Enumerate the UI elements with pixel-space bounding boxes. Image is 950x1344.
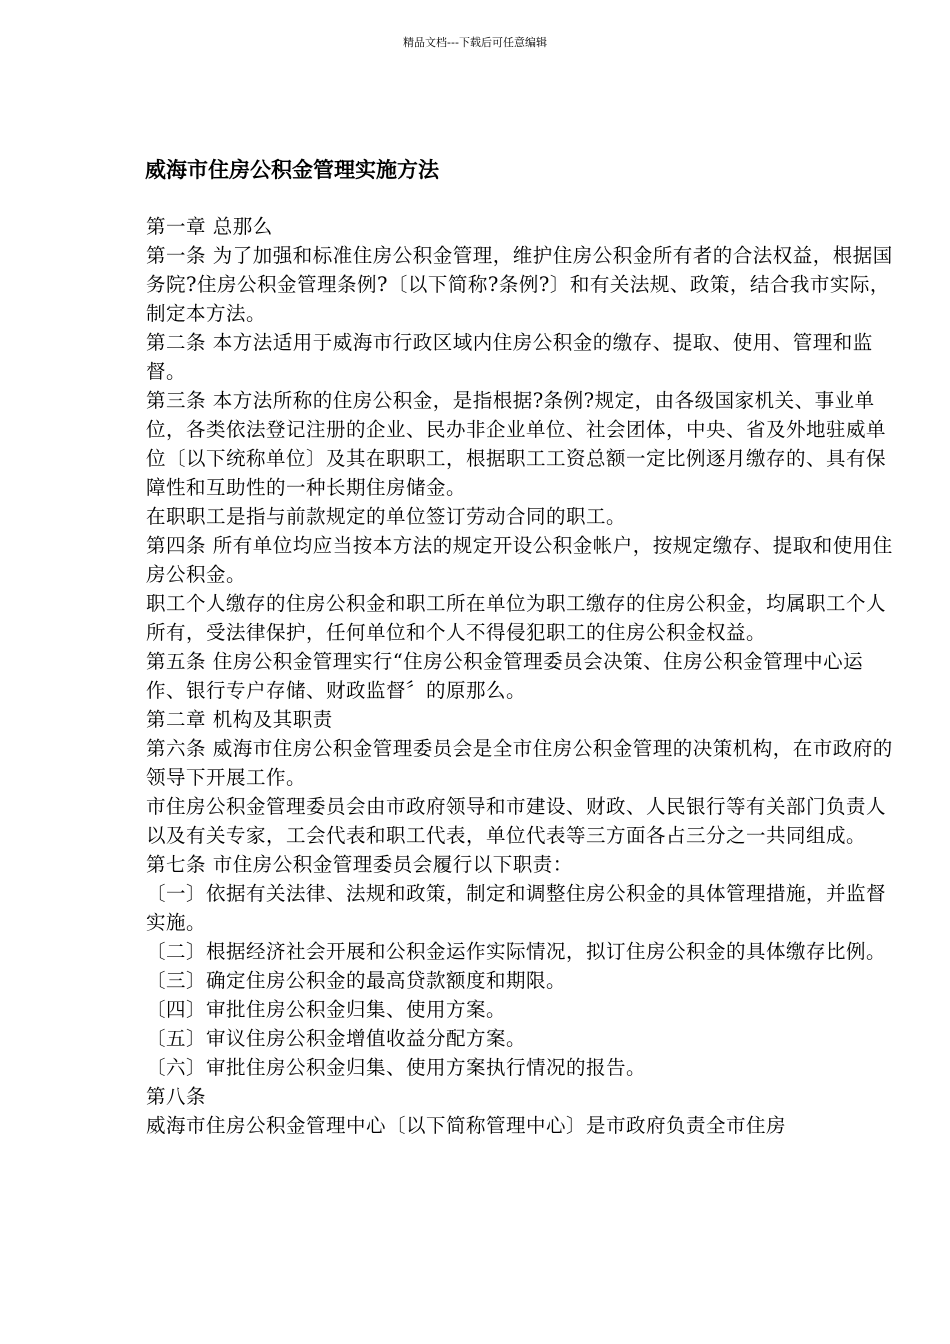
article-paragraph: 第五条 住房公积金管理实行“住房公积金管理委员会决策、住房公积金管理中心运作、银行专户存储、财政监督〞的原那么。	[146, 650, 864, 702]
document-body	[146, 212, 896, 1140]
article-paragraph: 第八条	[146, 1085, 207, 1108]
article-paragraph: 市住房公积金管理委员会由市政府领导和市建设、财政、人民银行等有关部门负责人以及有关专家，工会代表和职工代表，单位代表等三方面各占三分之一共同组成。	[146, 795, 887, 847]
article-paragraph: 第一条 为了加强和标准住房公积金管理，维护住房公积金所有者的合法权益，根据国务院?住房公积金管理条例?〔以下简称?条例?〕和有关法规、政策，结合我市实际，制定本方法。	[146, 244, 893, 325]
chapter-heading: 第一章 总那么	[146, 215, 273, 238]
article-paragraph: 第七条 市住房公积金管理委员会履行以下职责：	[146, 853, 573, 876]
article-paragraph: 在职职工是指与前款规定的单位签订劳动合同的职工。	[146, 505, 627, 528]
list-item: 〔六〕审批住房公积金归集、使用方案执行情况的报告。	[146, 1056, 647, 1079]
list-item: 〔一〕依据有关法律、法规和政策，制定和调整住房公积金的具体管理措施，并监督实施。	[146, 882, 887, 934]
article-paragraph: 第四条 所有单位均应当按本方法的规定开设公积金帐户，按规定缴存、提取和使用住房公积金。	[146, 534, 893, 586]
list-item: 〔二〕根据经济社会开展和公积金运作实际情况，拟订住房公积金的具体缴存比例。	[146, 940, 887, 963]
document-title: 威海市住房公积金管理实施方法	[145, 158, 439, 182]
article-paragraph: 第二条 本方法适用于威海市行政区域内住房公积金的缴存、提取、使用、管理和监督。	[146, 331, 873, 383]
list-item: 〔五〕审议住房公积金增值收益分配方案。	[146, 1027, 527, 1050]
page-header: 精品文档---下载后可任意编辑	[403, 36, 547, 49]
list-item: 〔三〕确定住房公积金的最高贷款额度和期限。	[146, 969, 567, 992]
list-item: 〔四〕审批住房公积金归集、使用方案。	[146, 998, 507, 1021]
article-paragraph: 威海市住房公积金管理中心〔以下简称管理中心〕是市政府负责全市住房	[146, 1114, 787, 1137]
chapter-heading: 第二章 机构及其职责	[146, 708, 333, 731]
article-paragraph: 职工个人缴存的住房公积金和职工所在单位为职工缴存的住房公积金，均属职工个人所有，受法律保护，任何单位和个人不得侵犯职工的住房公积金权益。	[146, 592, 887, 644]
article-paragraph: 第三条 本方法所称的住房公积金，是指根据?条例?规定，由各级国家机关、事业单位，各类依法登记注册的企业、民办非企业单位、社会团体，中央、省及外地驻威单位〔以下统称单位〕及其在职职工，根据职工工资总额一定比例逐月缴存的、具有保障性和互助性的一种长期住房储金。	[146, 389, 887, 499]
article-paragraph: 第六条 威海市住房公积金管理委员会是全市住房公积金管理的决策机构，在市政府的领导下开展工作。	[146, 737, 893, 789]
